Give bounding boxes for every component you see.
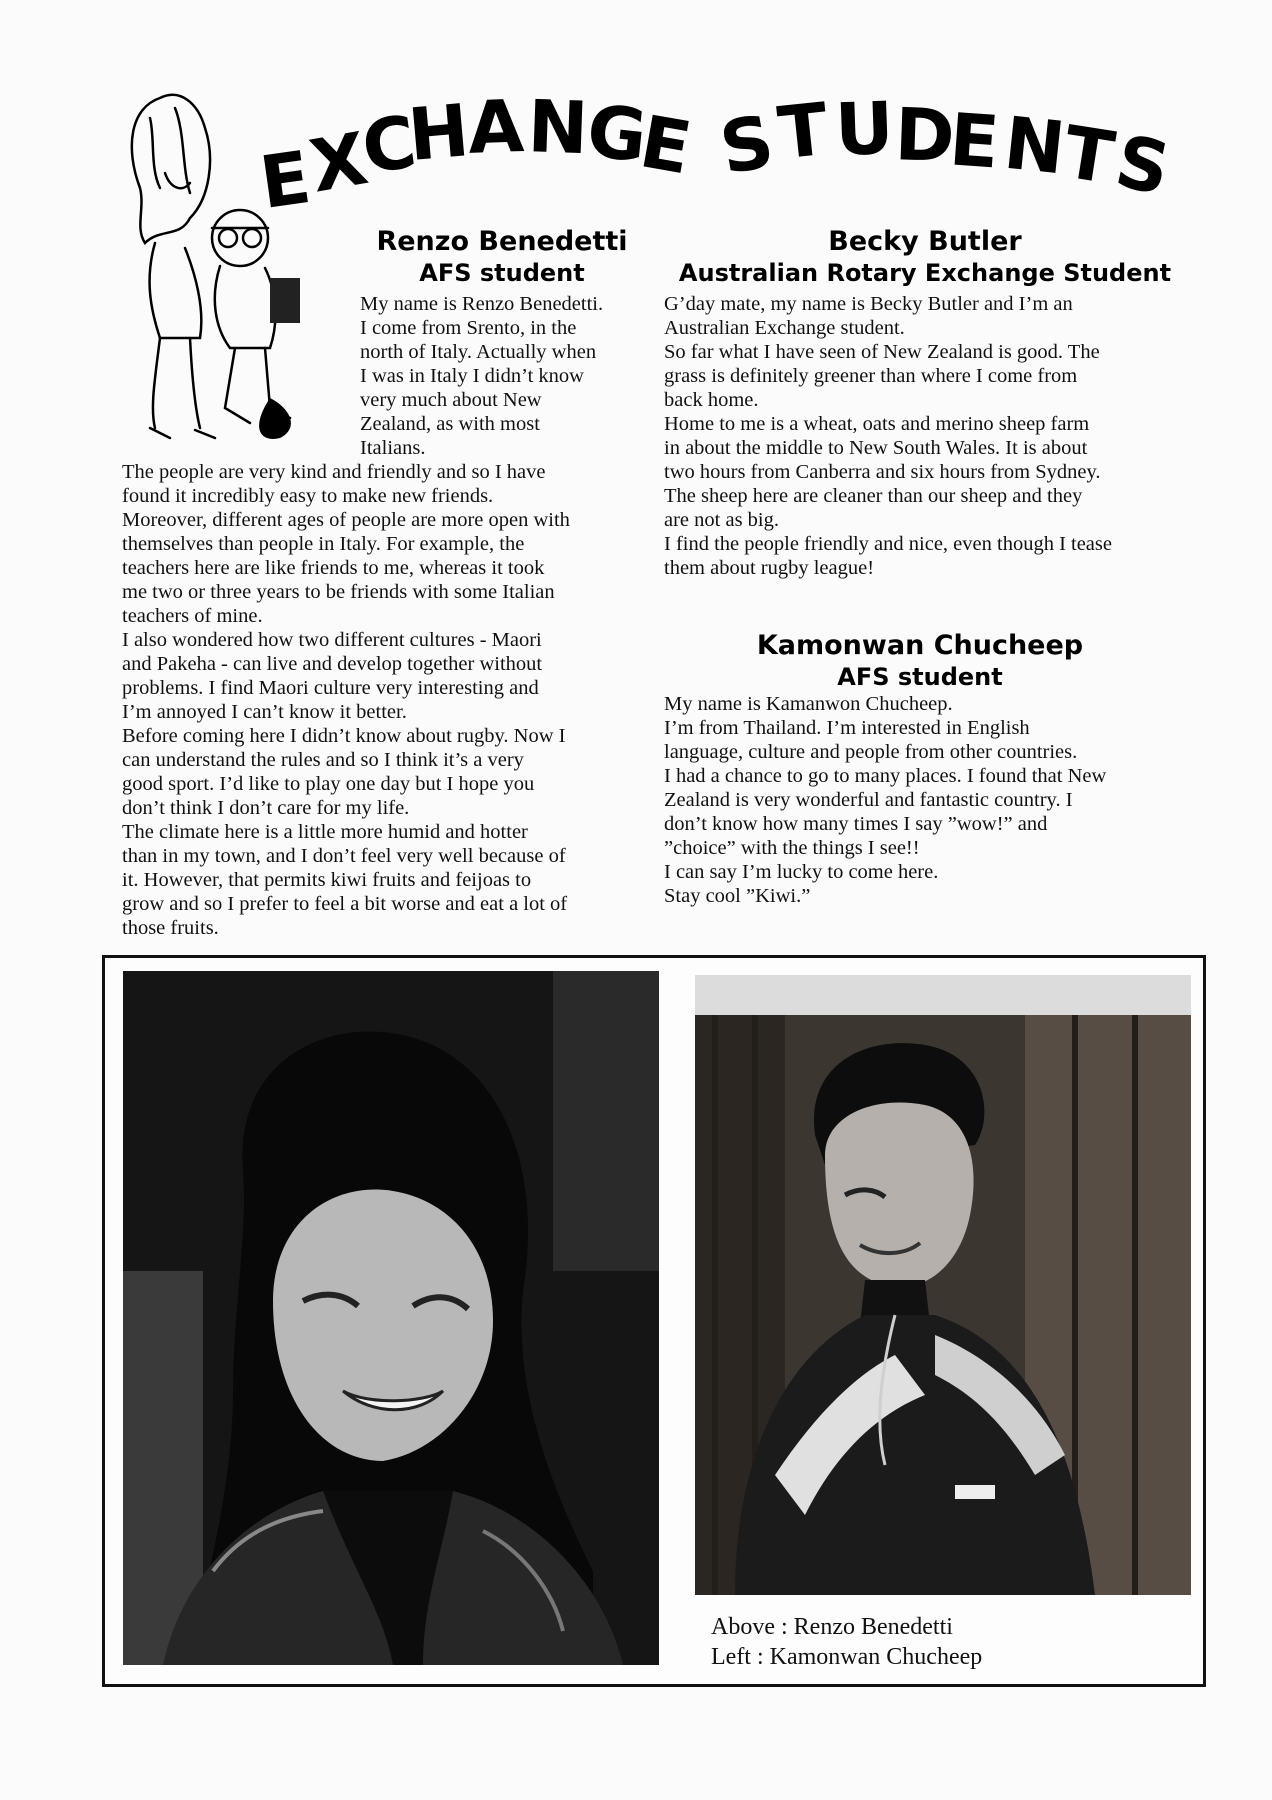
title-letter: G — [583, 88, 651, 179]
text-line: Stay cool ”Kiwi.” — [664, 885, 811, 907]
title-letter: E — [255, 134, 316, 226]
renzo-heading — [352, 226, 652, 288]
title-letter: D — [893, 92, 957, 179]
text-line: So far what I have seen of New Zealand is good. The — [664, 341, 1100, 363]
text-line: My name is Kamanwon Chucheep. — [664, 693, 953, 715]
kamonwan-role: AFS student — [837, 663, 1003, 691]
text-line: My name is Renzo Benedetti. — [360, 293, 604, 315]
text-line: don’t know how many times I say ”wow!” and — [664, 813, 1048, 835]
text-line: found it incredibly easy to make new friends. — [122, 485, 494, 507]
text-line: ”choice” with the things I see!! — [664, 837, 920, 859]
text-line: The climate here is a little more humid and hotter — [122, 821, 528, 843]
photo-caption — [711, 1612, 982, 1672]
title-letter: E — [634, 99, 698, 191]
text-line: Australian Exchange student. — [664, 317, 905, 339]
text-line: I find the people friendly and nice, even though I tease — [664, 533, 1112, 555]
title-letter: T — [774, 86, 832, 176]
kamonwan-name: Kamonwan Chucheep — [756, 630, 1084, 661]
text-line: very much about New — [360, 389, 542, 411]
text-line: I also wondered how two different cultures - Maori — [122, 629, 542, 651]
text-line: than in my town, and I don’t feel very well because of — [122, 845, 566, 867]
renzo-body-text — [122, 460, 658, 940]
text-line: back home. — [664, 389, 759, 411]
title-letter: T — [1057, 109, 1120, 201]
title-letter: S — [713, 98, 780, 191]
text-line: Zealand, as with most — [360, 413, 540, 435]
title-letter: A — [466, 83, 526, 170]
text-line: two hours from Canberra and six hours from Sydney. — [664, 461, 1101, 483]
text-line: The sheep here are cleaner than our sheep and they — [664, 485, 1083, 507]
text-line: them about rugby league! — [664, 557, 875, 579]
title-letter: N — [526, 84, 590, 171]
text-line: don’t think I don’t care for my life. — [122, 797, 410, 819]
kamonwan-body-text — [664, 692, 1204, 908]
text-line: grass is definitely greener than where I come from — [664, 365, 1078, 387]
becky-name: Becky Butler — [828, 226, 1022, 257]
page-title — [250, 70, 1200, 240]
renzo-intro-text — [360, 292, 660, 460]
text-line: north of Italy. Actually when — [360, 341, 597, 363]
becky-heading — [660, 226, 1190, 288]
text-line: I was in Italy I didn’t know — [360, 365, 584, 387]
text-line: teachers of mine. — [122, 605, 263, 627]
text-line: I had a chance to go to many places. I found that New — [664, 765, 1107, 787]
title-letter: X — [303, 116, 374, 209]
title-letter: U — [833, 85, 896, 172]
text-line: The people are very kind and friendly and so I have — [122, 461, 546, 483]
text-line: those fruits. — [122, 917, 219, 939]
photo-frame — [102, 955, 1206, 1687]
title-letter: C — [357, 99, 422, 191]
text-line: Italians. — [360, 437, 426, 459]
title-lettering — [250, 70, 1200, 240]
text-line: G’day mate, my name is Becky Butler and I’m an — [664, 293, 1073, 315]
text-line: Home to me is a wheat, oats and merino sheep farm — [664, 413, 1090, 435]
becky-body-text — [664, 292, 1204, 580]
caption-line-left: Left : Kamonwan Chucheep — [711, 1644, 983, 1670]
becky-role: Australian Rotary Exchange Student — [678, 259, 1172, 287]
renzo-role: AFS student — [419, 259, 585, 287]
text-line: grow and so I prefer to feel a bit worse and eat a lot of — [122, 893, 568, 915]
text-line: are not as big. — [664, 509, 779, 531]
text-line: teachers here are like friends to me, whereas it took — [122, 557, 545, 579]
text-line: me two or three years to be friends with some Italian — [122, 581, 555, 603]
text-line: I’m annoyed I can’t know it better. — [122, 701, 407, 723]
title-letter: N — [1000, 100, 1069, 191]
text-line: good sport. I’d like to play one day but I hope you — [122, 773, 535, 795]
caption-line-above: Above : Renzo Benedetti — [711, 1614, 953, 1640]
text-line: I can say I’m lucky to come here. — [664, 861, 939, 883]
text-line: can understand the rules and so I think it’s a very — [122, 749, 524, 771]
kamonwan-heading — [700, 630, 1140, 692]
text-line: it. However, that permits kiwi fruits and feijoas to — [122, 869, 532, 891]
title-letter: E — [946, 97, 1002, 185]
text-line: Moreover, different ages of people are more open with — [122, 509, 570, 531]
photo-kamonwan — [123, 971, 659, 1665]
text-line: Before coming here I didn’t know about rugby. Now I — [122, 725, 566, 747]
text-line: language, culture and people from other countries. — [664, 741, 1078, 763]
text-line: I’m from Thailand. I’m interested in English — [664, 717, 1030, 739]
title-letter: H — [404, 88, 473, 178]
text-line: Zealand is very wonderful and fantastic country. I — [664, 789, 1073, 811]
renzo-name: Renzo Benedetti — [376, 226, 628, 257]
text-line: and Pakeha - can live and develop together without — [122, 653, 543, 675]
text-line: I come from Srento, in the — [360, 317, 577, 339]
text-line: in about the middle to New South Wales. It is about — [664, 437, 1088, 459]
text-line: themselves than people in Italy. For example, the — [122, 533, 525, 555]
text-line: problems. I find Maori culture very interesting and — [122, 677, 539, 699]
title-letter: S — [1108, 118, 1177, 212]
photo-renzo — [695, 975, 1191, 1595]
